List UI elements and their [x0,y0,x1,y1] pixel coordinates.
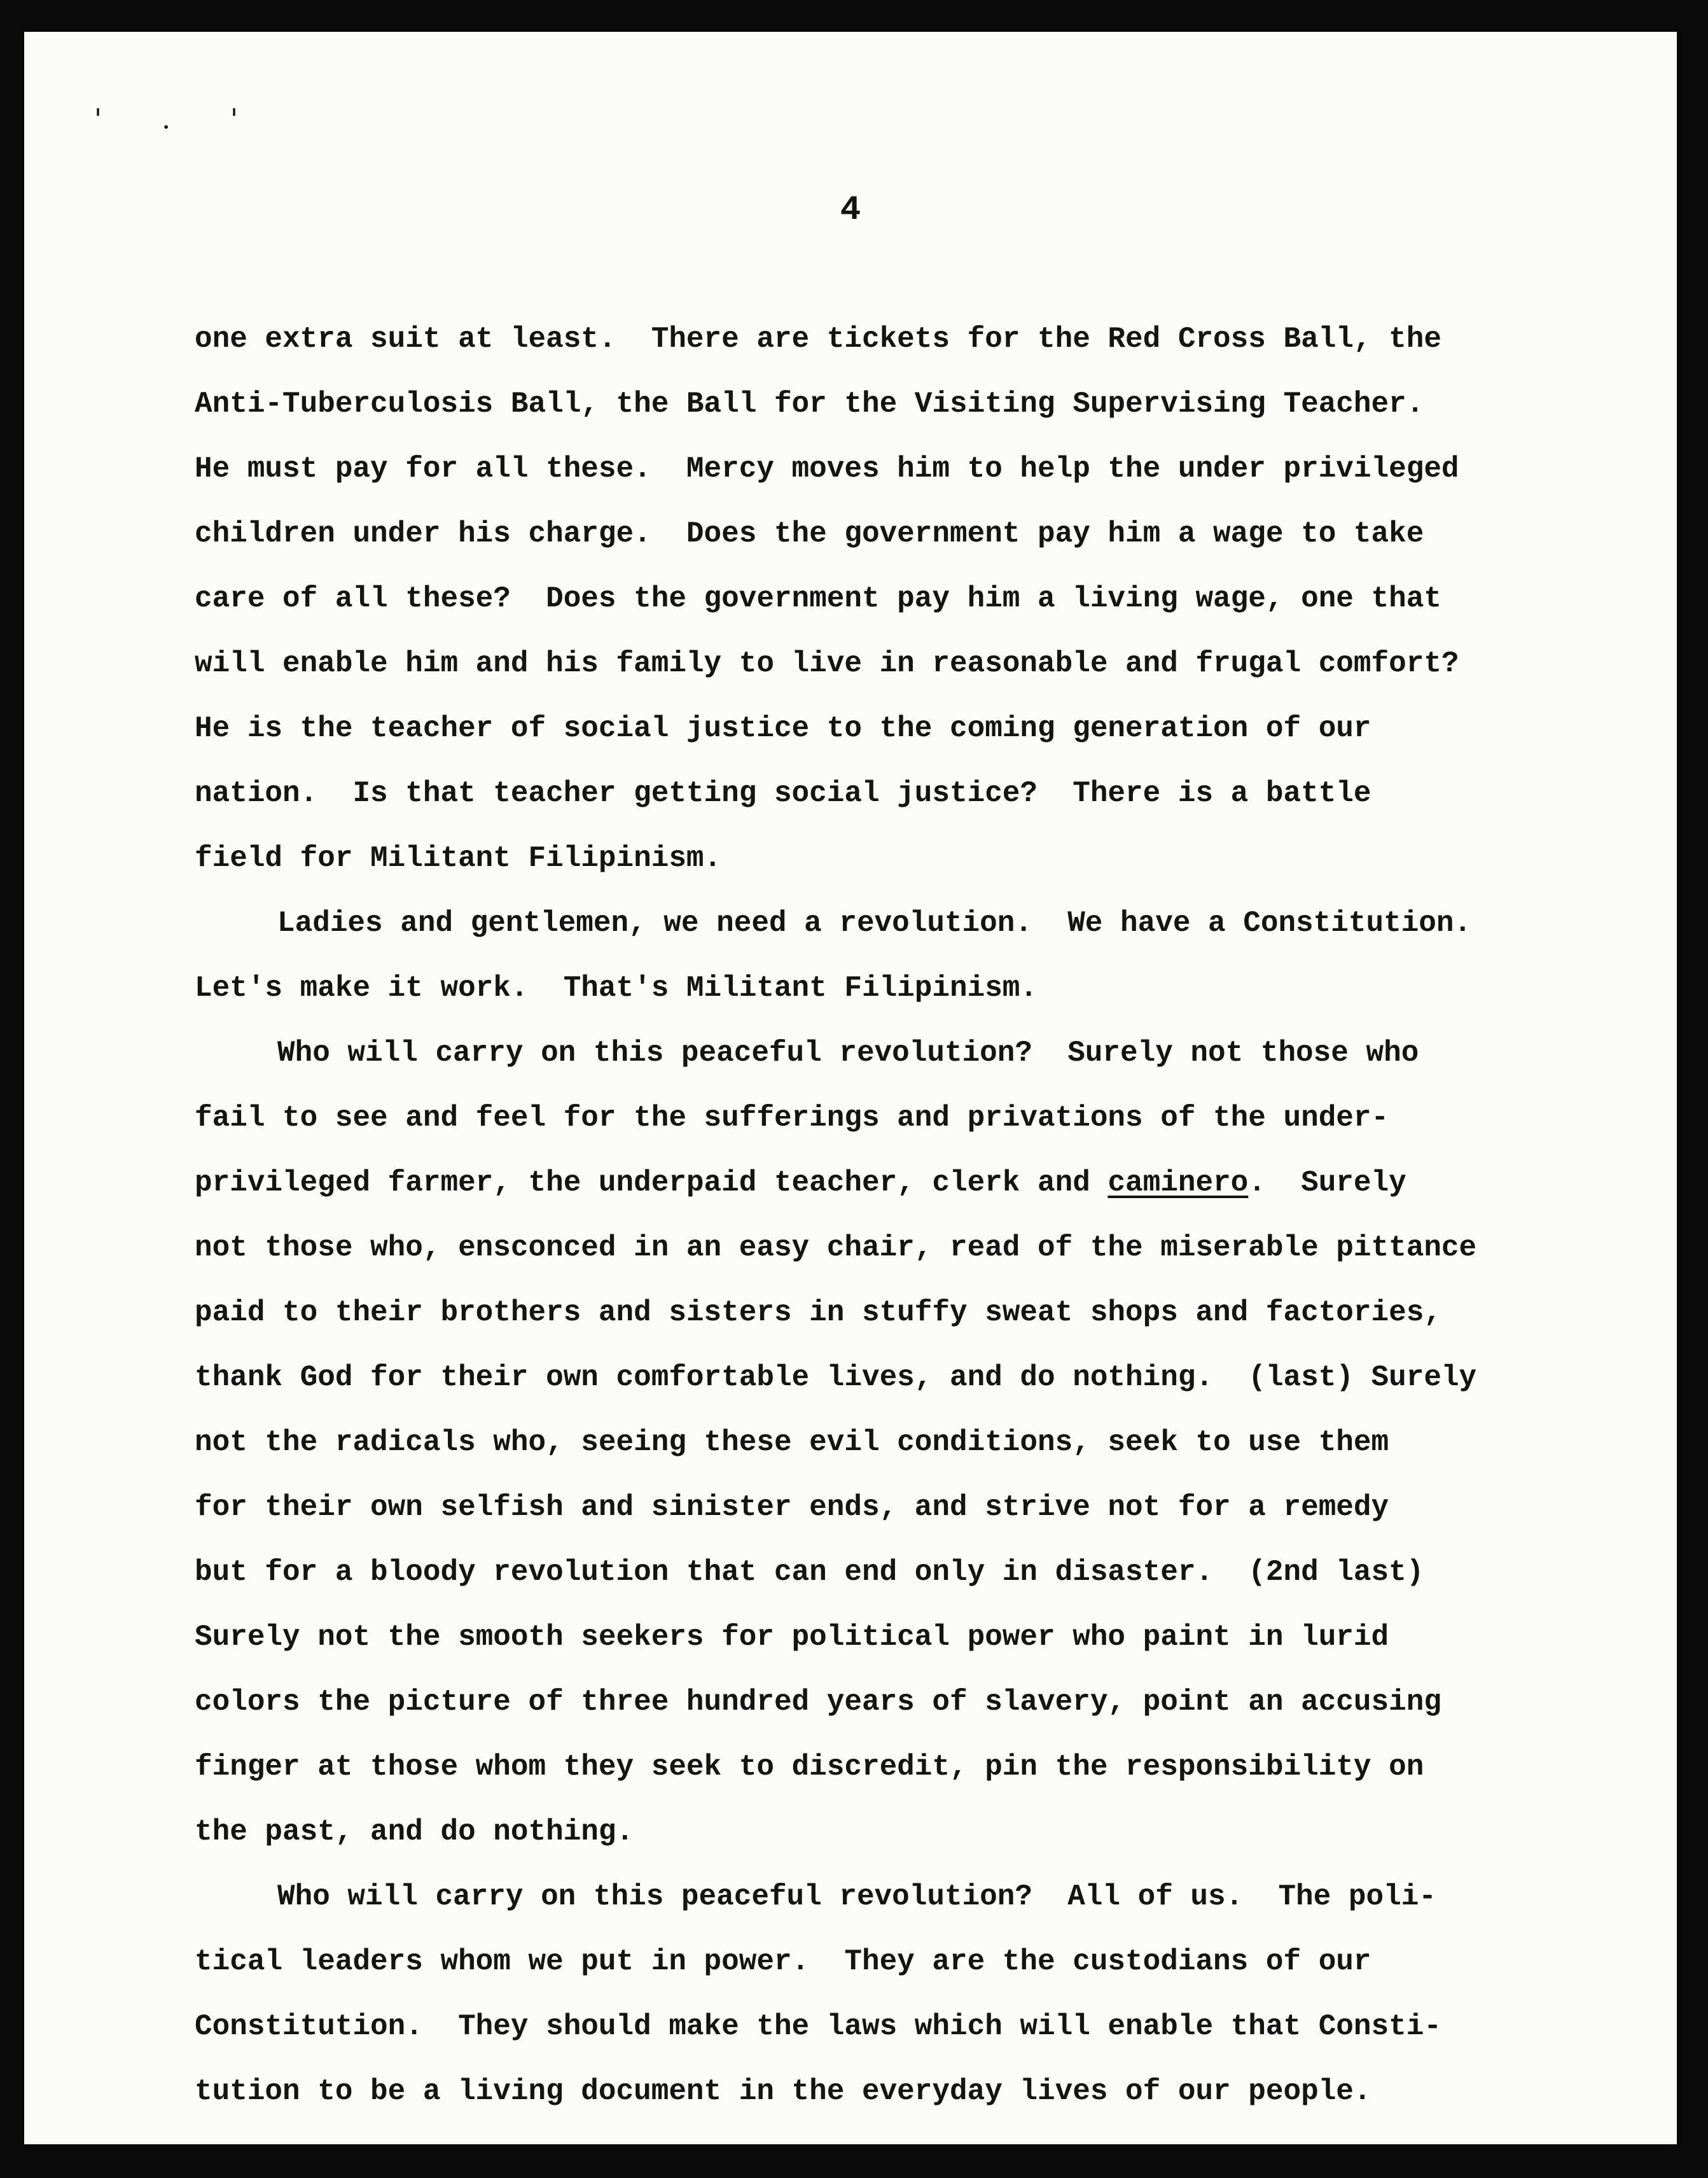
paragraph-start-line: Ladies and gentlemen, we need a revolution. We have a Constitution. [277,907,1472,940]
text-line: colors the picture of three hundred years of slavery, point an accusing [195,1686,1441,1719]
body-text [195,307,1658,2124]
text-line: tical leaders whom we put in power. They are the custodians of our [195,1945,1371,1978]
underlined-word: caminero [1107,1166,1249,1199]
text-line: He is the teacher of social justice to the coming generation of our [195,712,1371,745]
paragraph-start-line: Who will carry on this peaceful revolution? All of us. The poli- [277,1880,1436,1913]
text-line: one extra suit at least. There are tickets for the Red Cross Ball, the [195,323,1441,356]
text-line: Surely not the smooth seekers for political power who paint in lurid [195,1621,1389,1654]
text-segment: . Surely [1248,1166,1406,1199]
text-line: fail to see and feel for the sufferings and privations of the under- [195,1101,1389,1134]
text-line: paid to their brothers and sisters in stuffy sweat shops and factories, [195,1296,1441,1329]
text-line: finger at those whom they seek to discredit, pin the responsibility on [195,1750,1424,1784]
text-line: Let's make it work. That's Militant Filipinism. [195,972,1038,1005]
text-line: tution to be a living document in the everyday lives of our people. [195,2075,1371,2108]
text-line: He must pay for all these. Mercy moves him to help the under privileged [195,452,1459,485]
text-line-with-underline [195,1150,1658,1215]
text-line: nation. Is that teacher getting social justice? There is a battle [195,777,1371,810]
text-line: the past, and do nothing. [195,1815,634,1848]
text-line: not those who, ensconced in an easy chair, read of the miserable pittance [195,1231,1477,1264]
text-line: thank God for their own comfortable lives, and do nothing. (last) Surely [195,1361,1477,1394]
page-number: 4 [840,191,861,230]
text-line: care of all these? Does the government pay him a living wage, one that [195,582,1441,615]
text-line: will enable him and his family to live in reasonable and frugal comfort? [195,647,1459,680]
corner-marks: ' . ' [94,103,264,136]
paragraph-start-line: Who will carry on this peaceful revolution? Surely not those who [277,1037,1419,1070]
text-line: Constitution. They should make the laws which will enable that Consti- [195,2010,1441,2043]
text-line: field for Militant Filipinism. [195,842,722,875]
text-line: not the radicals who, seeing these evil conditions, seek to use them [195,1426,1389,1459]
text-line: for their own selfish and sinister ends, and strive not for a remedy [195,1491,1389,1524]
text-segment: privileged farmer, the underpaid teacher, clerk and [195,1166,1108,1199]
text-line: but for a bloody revolution that can end only in disaster. (2nd last) [195,1556,1424,1589]
text-line: children under his charge. Does the government pay him a wage to take [195,517,1424,550]
typed-page [24,32,1677,2144]
text-line: Anti-Tuberculosis Ball, the Ball for the Visiting Supervising Teacher. [195,387,1424,421]
